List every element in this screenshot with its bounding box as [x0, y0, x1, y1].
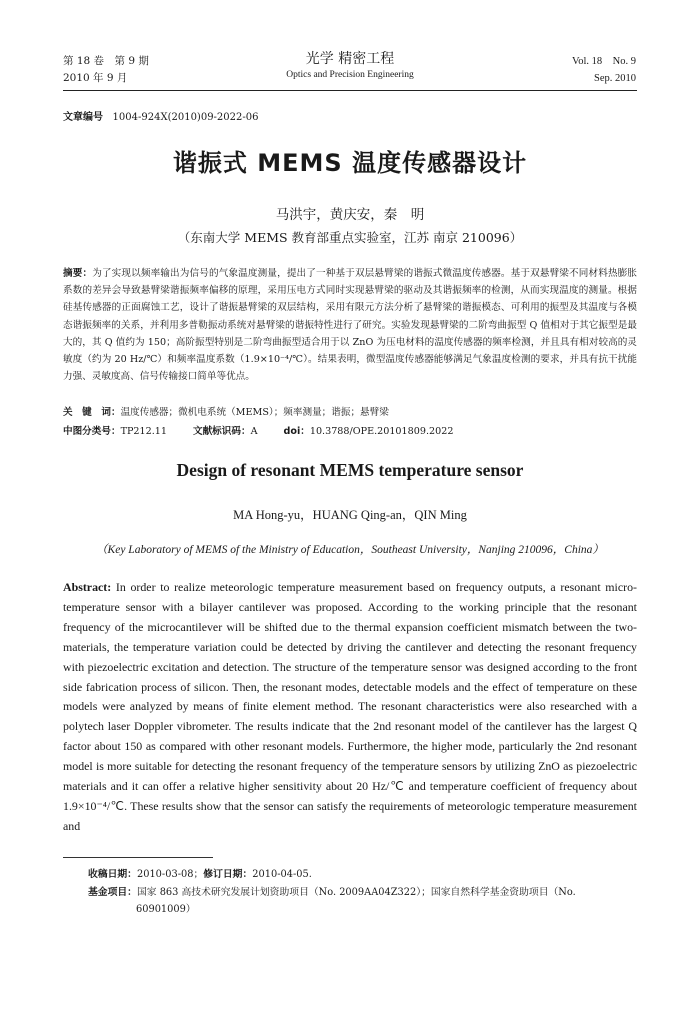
- received-value: 2010-03-08；: [136, 869, 204, 880]
- revised-label: 修订日期：: [203, 869, 253, 880]
- article-number-label: 文章编号: [63, 112, 103, 123]
- doc-code-value: A: [250, 426, 258, 437]
- date-en: Sep. 2010: [594, 73, 636, 84]
- footnote-rule: [63, 857, 213, 858]
- article-number: [63, 108, 259, 123]
- fund-value: 国家 863 高技术研究发展计划资助项目（No. 2009AA04Z322）；国家自然科学基金资助项目（No.: [136, 887, 576, 898]
- keywords-zh-label: 关 键 词：: [63, 407, 121, 418]
- revised-value: 2010-04-05.: [252, 869, 312, 880]
- doi-label: doi：: [283, 426, 310, 437]
- affiliation-en: （Key Laboratory of MEMS of the Ministry of Education，Southeast University，Nanjing 210096，China）: [96, 544, 604, 556]
- header-rule: [63, 90, 637, 91]
- footnote-dates: [88, 866, 637, 883]
- abstract-en-label: Abstract:: [63, 580, 112, 594]
- affiliation-zh: （东南大学 MEMS 教育部重点实验室，江苏 南京 210096）: [177, 230, 523, 245]
- article-number-value: 1004-924X(2010)09-2022-06: [112, 112, 259, 123]
- abstract-en-text: In order to realize meteorologic temperature measurement based on frequency outputs, a resonant micro-temperature sensor with a bilayer cantilever was proposed. According to the working principle that the resonant frequency of the microcantilever will be shifted due to the thermal expansion coefficient mismatch between the two-materials, the temperature variation could be detected by driving the cantilever and detecting the resonant frequency with piezoelectric excitation and detection. The structure of the temperature sensor was designed according to the front side fabrication process of silicon. Then, the resonant modes, detectable models and the effect of temperature on these models were analyzed by means of finite element method. The resonant characteristics were also researched with a polytech laser Doppler vibrometer. The results indicate that the 2nd resonant model of the cantilever has the largest Q factor about 150 as compared with other resonant models. Furthermore, the higher mode, particularly the 2nd resonant model is more suitable for detecting the resonant frequency of the temperature sensors by utilizing ZnO as piezoelectric materials and it can offer a relative higher sensitivity about 20 Hz/℃ and temperature coefficient of frequency about 1.9×10⁻⁴/℃. These results show that the sensor can satisfy the requirements of meteorologic temperature measurement and: [63, 580, 637, 833]
- header-left: [63, 53, 149, 87]
- fund-label: 基金项目：: [88, 887, 137, 898]
- doc-code-label: 文献标识码：: [193, 426, 251, 437]
- abstract-zh-label: 摘要：: [63, 268, 93, 279]
- title-en: Design of resonant MEMS temperature sensor: [176, 460, 524, 480]
- journal-name-en: Optics and Precision Engineering: [286, 70, 414, 80]
- clc-label: 中图分类号：: [63, 426, 121, 437]
- abstract-zh-text: 为了实现以频率输出为信号的气象温度测量，提出了一种基于双层悬臂梁的谐振式微温度传感器。基于双悬臂梁不同材料热膨胀系数的差异会导致悬臂梁谐振频率偏移的原理，采用压电方式同时实现悬臂梁的驱动及其谐振频率的检测，从而实现温度的测量。根据硅基传感器的正面腐蚀工艺，设计了谐振悬臂梁的双层结构，采用有限元方法分析了悬臂梁的谐振模态、可利用的振型及其温度与各模态谐振频率的关系，并利用多普勒振动系统对悬臂梁的谐振特性进行了研究。实验发现悬臂梁的二阶弯曲振型 Q 值相对于其它振型是最大的，其 Q 值约为 150；高阶振型特别是二阶弯曲振型适合用于以 ZnO 为压电材料的温度传感器的频率检测，并且具有相对较高的灵敏度（约为 20 Hz/℃）和频率温度系数（1.9×10⁻⁴/℃）。结果表明，微型温度传感器能够满足气象温度检测的要求，并具有抗干扰能力强、灵敏度高、信号传输接口简单等优点。: [63, 268, 638, 383]
- authors-en: MA Hong-yu，HUANG Qing-an，QIN Ming: [233, 508, 467, 522]
- abstract-en: [63, 578, 637, 837]
- classification-line: [63, 423, 637, 437]
- clc-value: TP212.11: [120, 426, 167, 437]
- header-right: [572, 53, 636, 87]
- volume-issue-en: Vol. 18 No. 9: [572, 56, 636, 67]
- doi-value: 10.3788/OPE.20101809.2022: [309, 426, 454, 437]
- volume-issue-zh: 第 18 卷 第 9 期: [63, 55, 149, 67]
- fund-value-cont: 60901009）: [136, 904, 196, 915]
- date-zh: 2010 年 9 月: [63, 72, 128, 84]
- header-center: [250, 50, 450, 83]
- received-label: 收稿日期：: [88, 869, 137, 880]
- title-zh: 谐振式 MEMS 温度传感器设计: [172, 149, 528, 177]
- footnote-fund: [88, 884, 637, 918]
- keywords-zh-text: 温度传感器；微机电系统（MEMS）；频率测量；谐振；悬臂梁: [120, 407, 389, 418]
- abstract-zh: [63, 265, 637, 385]
- keywords-zh: [63, 404, 637, 418]
- authors-zh: 马洪宇，黄庆安，秦 明: [275, 207, 425, 223]
- journal-name-zh: 光学 精密工程: [305, 51, 395, 67]
